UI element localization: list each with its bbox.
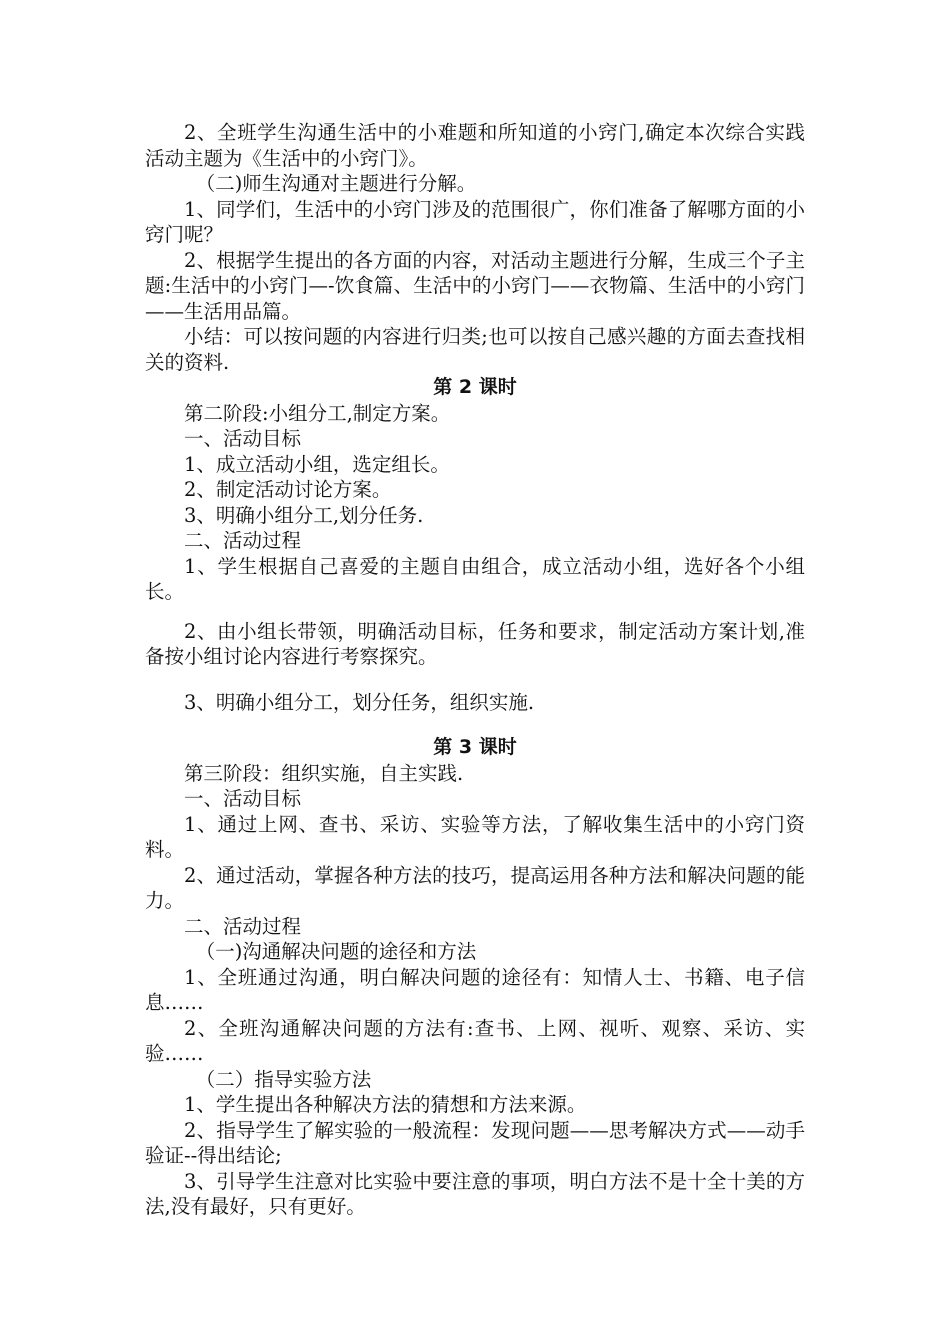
list-item: 2、全班沟通解决问题的方法有:查书、上网、视听、观察、采访、实验…… xyxy=(145,1016,805,1065)
subsection-title: （一)沟通解决问题的途径和方法 xyxy=(195,940,477,963)
section-title: 二、活动过程 xyxy=(184,529,302,552)
list-item: 2、指导学生了解实验的一般流程：发现问题——思考解决方式——动手验证--得出结论; xyxy=(145,1118,805,1167)
document-page xyxy=(145,120,805,1220)
list-item: 3、引导学生注意对比实验中要注意的事项，明白方法不是十全十美的方法,没有最好，只有更好。 xyxy=(145,1169,805,1218)
list-item: 1、通过上网、查书、采访、实验等方法，了解收集生活中的小窍门资料。 xyxy=(145,812,805,861)
section-title: 一、活动目标 xyxy=(184,427,302,450)
list-item: 3、明确小组分工，划分任务，组织实施. xyxy=(184,690,535,714)
subsection-title: （二）指导实验方法 xyxy=(195,1067,372,1091)
section-title: 二、活动过程 xyxy=(184,914,302,938)
list-item: 3、明确小组分工,划分任务. xyxy=(184,503,424,527)
subsection-title: （二)师生沟通对主题进行分解。 xyxy=(195,172,477,195)
paragraph: 2、全班学生沟通生活中的小难题和所知道的小窍门,确定本次综合实践活动主题为《生活中的小窍门》。 xyxy=(145,121,805,170)
list-item: 1、学生根据自己喜爱的主题自由组合，成立活动小组，选好各个小组长。 xyxy=(145,554,805,603)
lesson-heading-2: 第 2 课时 xyxy=(433,376,517,398)
paragraph: 2、根据学生提出的各方面的内容，对活动主题进行分解，生成三个子主题:生活中的小窍门—-饮食篇、生活中的小窍门——衣物篇、生活中的小窍门——生活用品篇。 xyxy=(145,248,805,323)
section-title: 一、活动目标 xyxy=(184,787,302,810)
paragraph: 小结：可以按问题的内容进行归类;也可以按自己感兴趣的方面去查找相关的资料. xyxy=(145,325,805,374)
list-item: 2、制定活动讨论方案。 xyxy=(184,478,392,501)
list-item: 2、通过活动，掌握各种方法的技巧，提高运用各种方法和解决问题的能力。 xyxy=(145,863,805,912)
lesson-heading-3: 第 3 课时 xyxy=(433,736,517,758)
stage-title: 第三阶段：组织实施，自主实践. xyxy=(184,761,464,785)
list-item: 1、全班通过沟通，明白解决问题的途径有：知情人士、书籍、电子信息…… xyxy=(145,965,805,1014)
stage-title: 第二阶段:小组分工,制定方案。 xyxy=(184,401,451,425)
list-item: 2、由小组长带领，明确活动目标，任务和要求，制定活动方案计划,准备按小组讨论内容进行考察探究。 xyxy=(145,619,805,668)
list-item: 1、成立活动小组，选定组长。 xyxy=(184,452,450,476)
list-item: 1、学生提出各种解决方法的猜想和方法来源。 xyxy=(184,1093,587,1116)
paragraph: 1、同学们，生活中的小窍门涉及的范围很广，你们准备了解哪方面的小窍门呢？ xyxy=(145,197,805,246)
